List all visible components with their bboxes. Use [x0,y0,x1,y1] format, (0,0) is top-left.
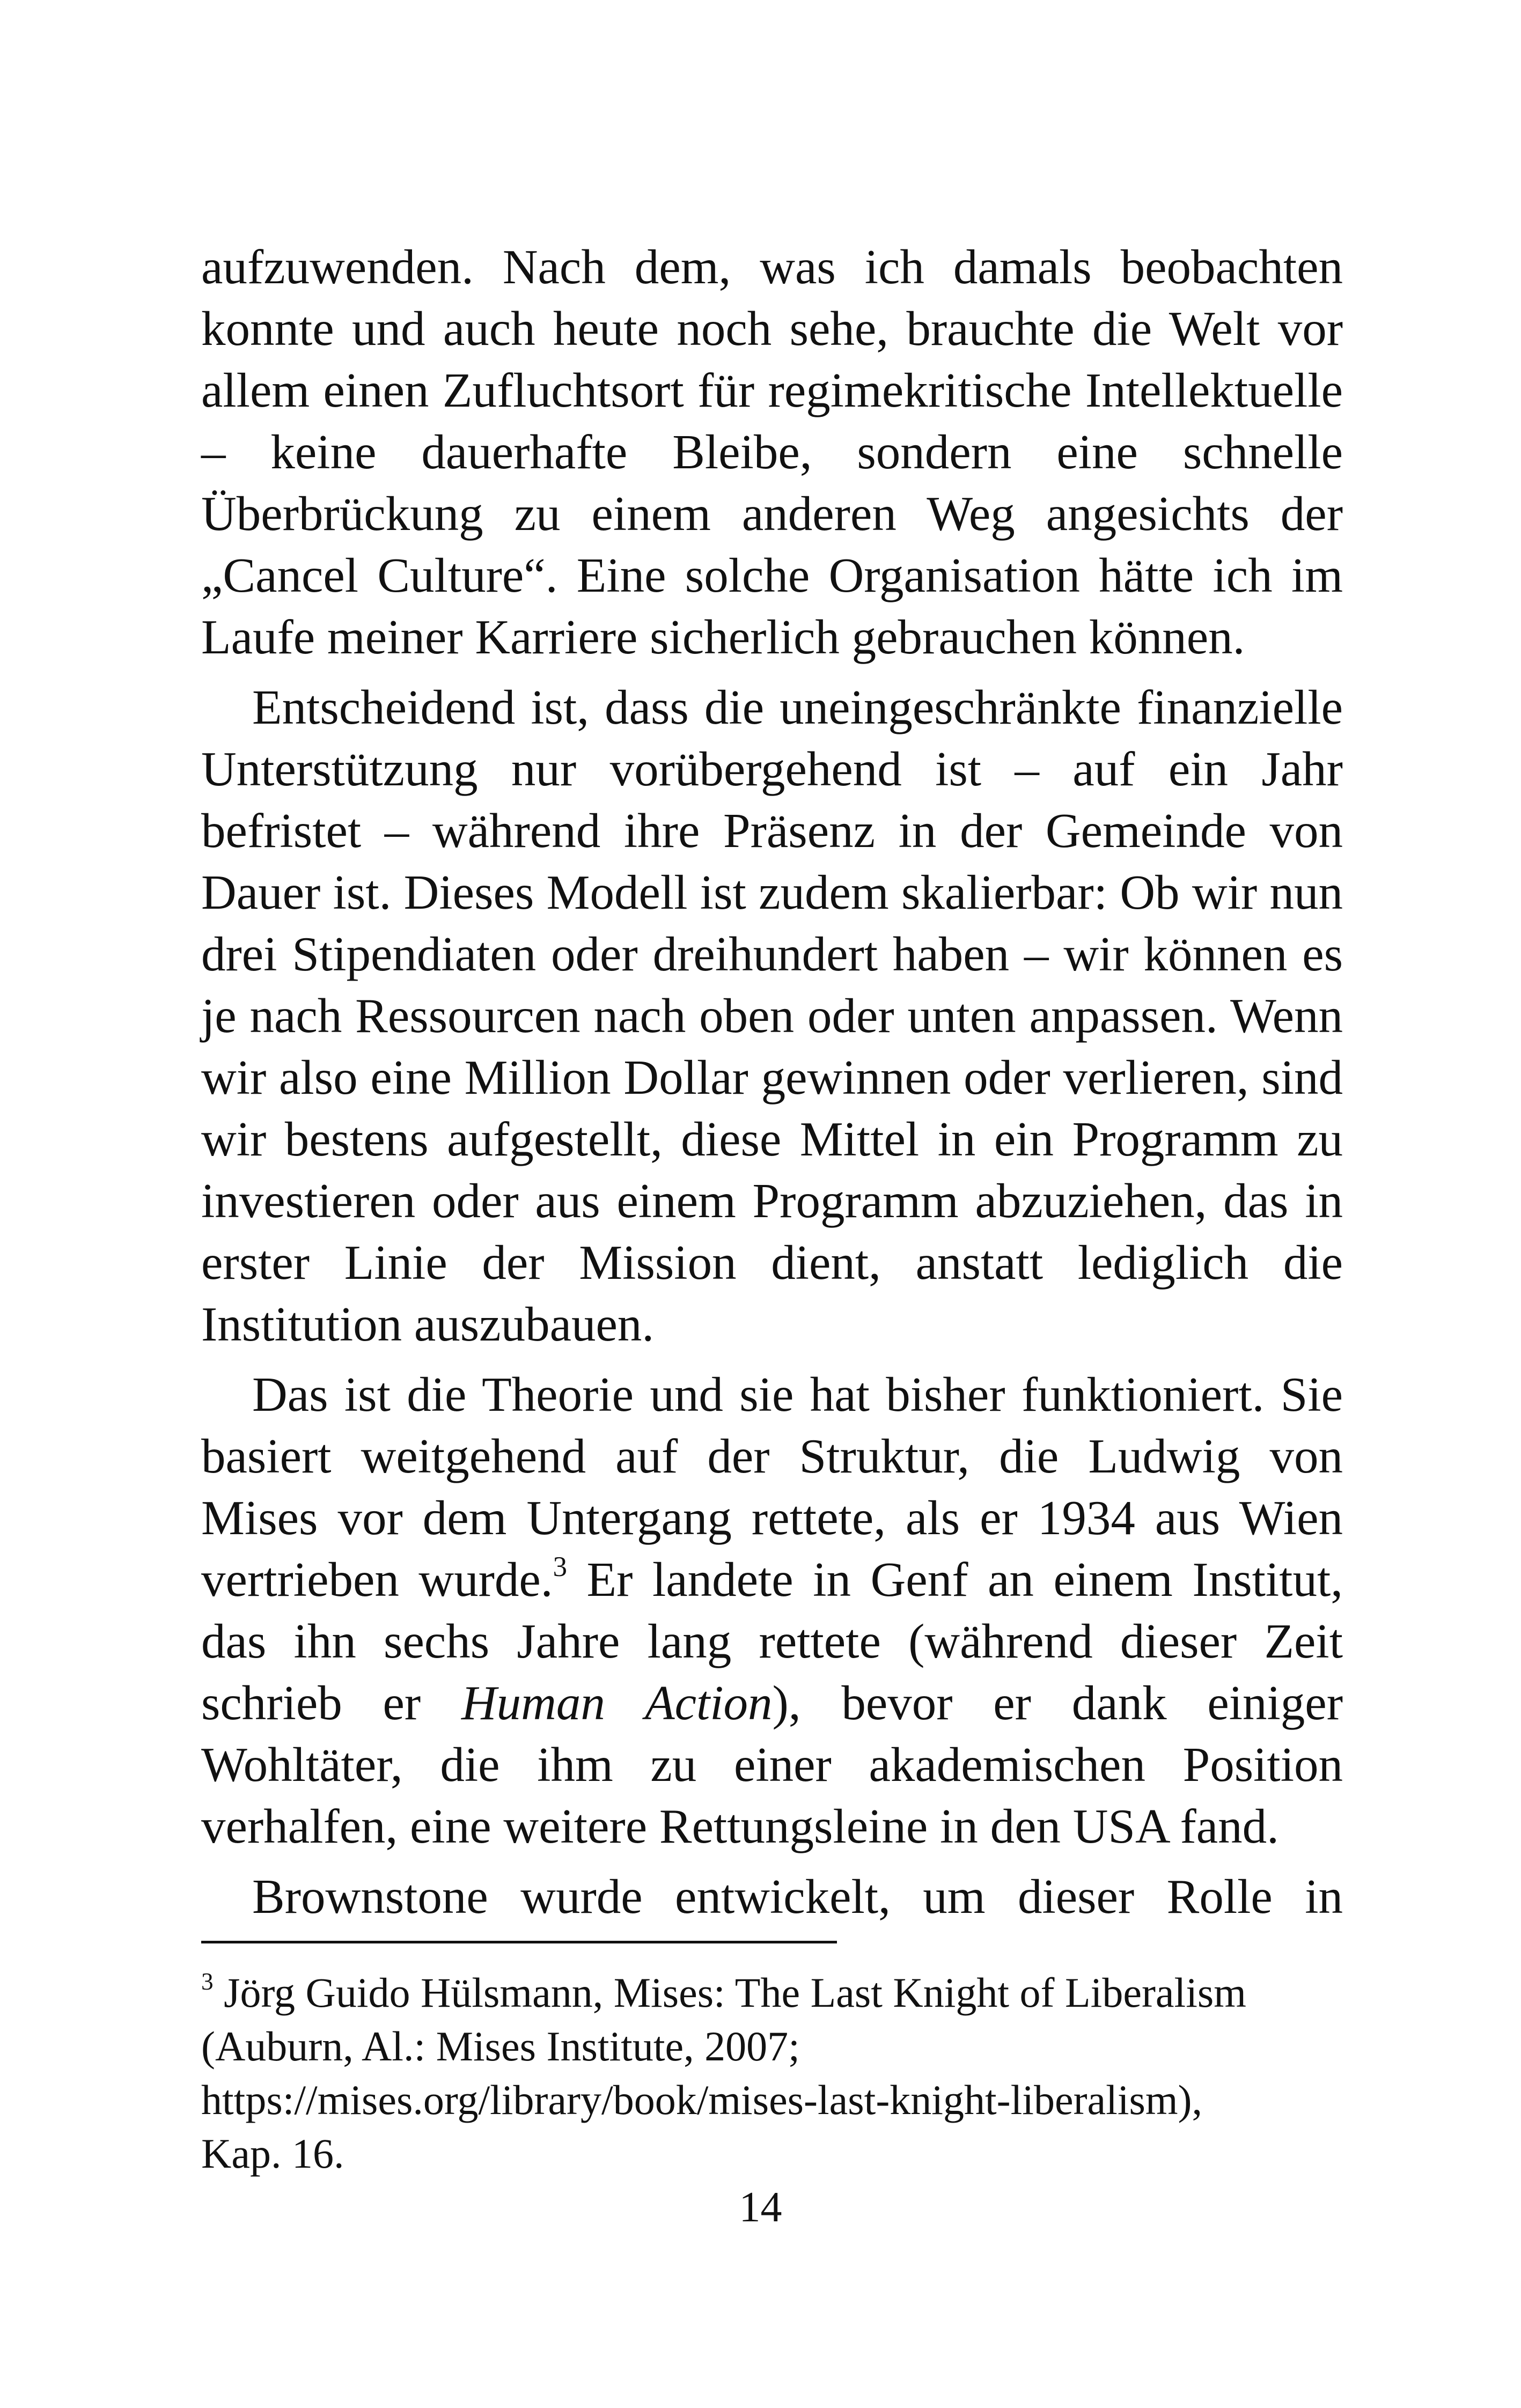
paragraph-1: aufzuwenden. Nach dem, was ich damals beobachten konnte und auch heute noch sehe, brauchte die Welt vor allem einen Zufluchtsort für regimekritische Intellektuelle – keine dauerhafte Bleibe, sondern eine schnelle Überbrückung zu einem anderen Weg angesichts der „Cancel Culture“. Eine solche Organisation hätte ich im Laufe meiner Karriere sicherlich gebrauchen können. [201,240,1343,664]
footnote [201,1966,1274,2181]
footnote-divider [201,1941,837,1943]
footnote-marker: 3 [201,1968,214,1995]
footnote-body: Jörg Guido Hülsmann, Mises: The Last Knight of Liberalism (Auburn, Al.: Mises Institute, 2007; https://mises.org/library/book/mises-last-knight-liberalism), Kap. 16. [201,1969,1246,2177]
page-number: 14 [739,2184,782,2231]
footnote-text [201,1966,1274,2181]
paragraph-3-text-middle: Er landete in Genf an einem Institut, das ihn sechs Jahre lang rettete (während dieser Zeit schrieb er [201,1552,1343,1730]
paragraph-3-text-end: ), bevor er dank einiger Wohltäter, die ihm zu einer akademischen Position verhalfen, eine weitere Rettungsleine in den USA fand. [201,1676,1343,1853]
paragraph-2: Entscheidend ist, dass die uneingeschränkte finanzielle Unterstützung nur vorübergehend ist – auf ein Jahr befristet – während ihre Präsenz in der Gemeinde von Dauer ist. Dieses Modell ist zudem skalierbar: Ob wir nun drei Stipendiaten oder dreihundert haben – wir können es je nach Ressourcen nach oben oder unten anpassen. Wenn wir also eine Million Dollar gewinnen oder verlieren, sind wir bestens aufgestellt, diese Mittel in ein Programm zu investieren oder aus einem Programm abzuziehen, das in erster Linie der Mission dient, anstatt lediglich die Institution auszubauen. [201,680,1343,1351]
book-title-italic: Human Action [461,1676,773,1730]
body-text [201,236,1343,1927]
paragraph-4: Brownstone wurde entwickelt, um dieser Rolle in [252,1869,1343,1924]
paragraph-3 [201,1364,1343,1857]
footnote-reference: 3 [553,1551,567,1583]
paragraph-3-text-start: Das ist die Theorie und sie hat bisher funktioniert. Sie basiert weitgehend auf der Struktur, die Ludwig von Mises vor dem Untergang rettete, als er 1934 aus Wien vertrieben wurde. [201,1367,1343,1607]
